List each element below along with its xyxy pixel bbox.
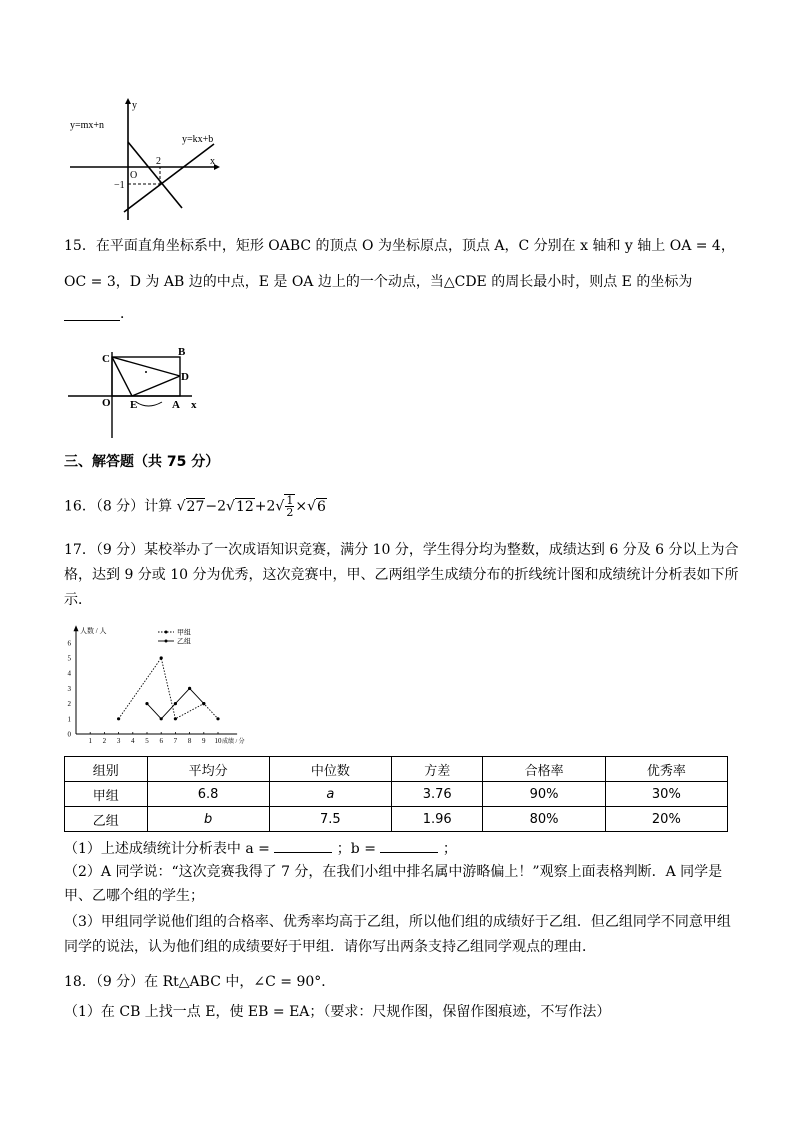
q17-sub2-l1: （2）A 同学说：“这次竞赛我得了 7 分，在我们小组中排名属中游略偏上！”观察上面表格判断．A 同学是 (64, 864, 723, 880)
table-cell: 90% (483, 782, 605, 807)
label-O: O (102, 397, 111, 409)
q16-prefix: 16．（8 分）计算 (64, 498, 173, 515)
q17-sub1-a: （1）上述成绩统计分析表中 a = (64, 841, 270, 857)
q16-den: 2 (286, 506, 294, 519)
q15-period: ． (120, 306, 134, 322)
q17-line2: 格，达到 9 分或 10 分为优秀，这次竞赛中，甲、乙两组学生成绩分布的折线统计图和成绩统计分析表如下所 (64, 567, 739, 583)
label-line2: y=kx+b (182, 134, 214, 145)
table-cell: 乙组 (65, 807, 148, 832)
table-header-cell: 中位数 (269, 757, 391, 782)
legend-marker-1 (165, 631, 168, 634)
table-header-row (65, 757, 728, 782)
table-row (65, 807, 728, 832)
tick-x-2: 2 (156, 156, 161, 167)
table-cell: 6.8 (147, 782, 269, 807)
x-tick-label: 5 (145, 737, 149, 745)
table-cell: 20% (605, 807, 727, 832)
series-1-point (174, 717, 177, 720)
q17-sub1 (64, 838, 457, 859)
legend-marker-2 (165, 640, 168, 643)
q15-line1: 15．在平面直角坐标系中，矩形 OABC 的顶点 O 为坐标原点，顶点 A，C 分别在 x 轴和 y 轴上 OA = 4， (64, 238, 735, 254)
legend-label-2: 乙组 (177, 637, 191, 646)
q16-r2: 12 (235, 498, 254, 515)
y-tick-label: 4 (67, 669, 71, 678)
q17-sub2-l2: 甲、乙哪个组的学生； (64, 888, 204, 904)
y-axis-label: 人数 / 人 (80, 627, 107, 636)
label-D: D (181, 371, 189, 383)
y-tick-label: 0 (67, 730, 71, 739)
q17-line3: 示． (64, 592, 92, 608)
table-cell: 80% (483, 807, 605, 832)
q17-sub1-b: ；b = (336, 841, 376, 857)
q16-times: × (295, 498, 308, 515)
tick-y-neg1: −1 (114, 180, 125, 191)
q17-line1: 17．（9 分）某校举办了一次成语知识竞赛，满分 10 分，学生得分均为整数，成绩达到 6 分及 6 分以上为合 (64, 542, 739, 558)
series-2-point (160, 717, 163, 720)
y-label: y (132, 100, 137, 111)
table-header-cell: 平均分 (147, 757, 269, 782)
q17-sub1-end: ； (442, 841, 457, 857)
x-tick-label: 6 (159, 737, 163, 745)
series-2-point (202, 702, 205, 705)
x-tick-label: 3 (116, 737, 121, 745)
q16-p1: +2 (254, 498, 276, 515)
x-tick-label: 8 (187, 737, 192, 745)
table-cell: a (269, 782, 391, 807)
table-cell: 30% (605, 782, 727, 807)
y-axis-arrow (74, 625, 79, 631)
section-title: 三、解答题（共 75 分） (64, 454, 220, 470)
q17-sub3-l1: （3）甲组同学说他们组的合格率、优秀率均高于乙组，所以他们组的成绩好于乙组．但乙组同学不同意甲组 (64, 914, 731, 930)
legend-label-1: 甲组 (177, 628, 191, 637)
series-line-1 (119, 658, 218, 719)
label-line1: y=mx+n (70, 120, 105, 131)
label-C: C (102, 353, 110, 365)
q16-m1: −2 (205, 498, 227, 515)
q18-sub1: （1）在 CB 上找一点 E，使 EB = EA；（要求：尺规作图，保留作图痕迹，不写作法） (64, 1004, 611, 1020)
table-cell: 1.96 (391, 807, 483, 832)
x-axis-label: 成绩 / 分 (222, 739, 245, 745)
label-E: E (130, 399, 138, 411)
table-header-cell: 方差 (391, 757, 483, 782)
series-2-point (188, 687, 191, 690)
q16-r1: 27 (186, 498, 205, 515)
q16: 16．（8 分）计算 √27−2√12+2√ $\frac{1}{2}$ ×√6 (64, 494, 326, 519)
q15-line2: OC = 3，D 为 AB 边的中点，E 是 OA 边上的一个动点，当△CDE 的周长最小时，则点 E 的坐标为 (64, 274, 693, 290)
q15-answer-blank (64, 320, 120, 321)
answer-blank-b (380, 838, 438, 853)
label-B: B (178, 346, 186, 358)
fig15-rectangle (64, 344, 214, 442)
y-tick-label: 2 (67, 700, 71, 709)
label-A: A (172, 399, 180, 411)
x-tick-label: 2 (102, 737, 107, 745)
q18-line1: 18．（9 分）在 Rt△ABC 中，∠C = 90°． (64, 974, 336, 990)
table-header-cell: 合格率 (483, 757, 605, 782)
x-tick-label: 9 (202, 737, 206, 745)
series-1-point (216, 717, 219, 720)
x-label: x (210, 156, 215, 167)
series-1-point (117, 717, 120, 720)
y-tick-label: 1 (67, 715, 71, 724)
fig14-graph (64, 96, 234, 226)
x-tick-label: 7 (173, 737, 178, 745)
y-tick-label: 3 (67, 684, 71, 693)
x-tick-label: 10 (214, 737, 222, 745)
q16-r3: 6 (316, 498, 326, 515)
series-1-point (160, 656, 163, 659)
y-arrow (125, 98, 131, 104)
table-cell: b (147, 807, 269, 832)
series-2-point (174, 702, 177, 705)
table-cell: 7.5 (269, 807, 391, 832)
y-tick-label: 5 (67, 654, 71, 663)
table-row (65, 782, 728, 807)
stats-table (64, 756, 728, 832)
table-header-cell: 组别 (65, 757, 148, 782)
origin-label: O (130, 170, 138, 181)
score-line-chart (62, 618, 282, 748)
label-x: x (191, 399, 197, 411)
y-tick-label: 6 (67, 639, 71, 648)
x-tick-label: 1 (88, 737, 92, 745)
q17-sub3-l2: 同学的说法，认为他们组的成绩要好于甲组．请你写出两条支持乙组同学观点的理由． (64, 939, 596, 955)
q16-num: 1 (286, 494, 294, 507)
series-2-point (145, 702, 148, 705)
answer-blank-a (274, 838, 332, 853)
table-header-cell: 优秀率 (605, 757, 727, 782)
table-cell: 甲组 (65, 782, 148, 807)
table-cell: 3.76 (391, 782, 483, 807)
x-tick-label: 4 (131, 737, 135, 745)
